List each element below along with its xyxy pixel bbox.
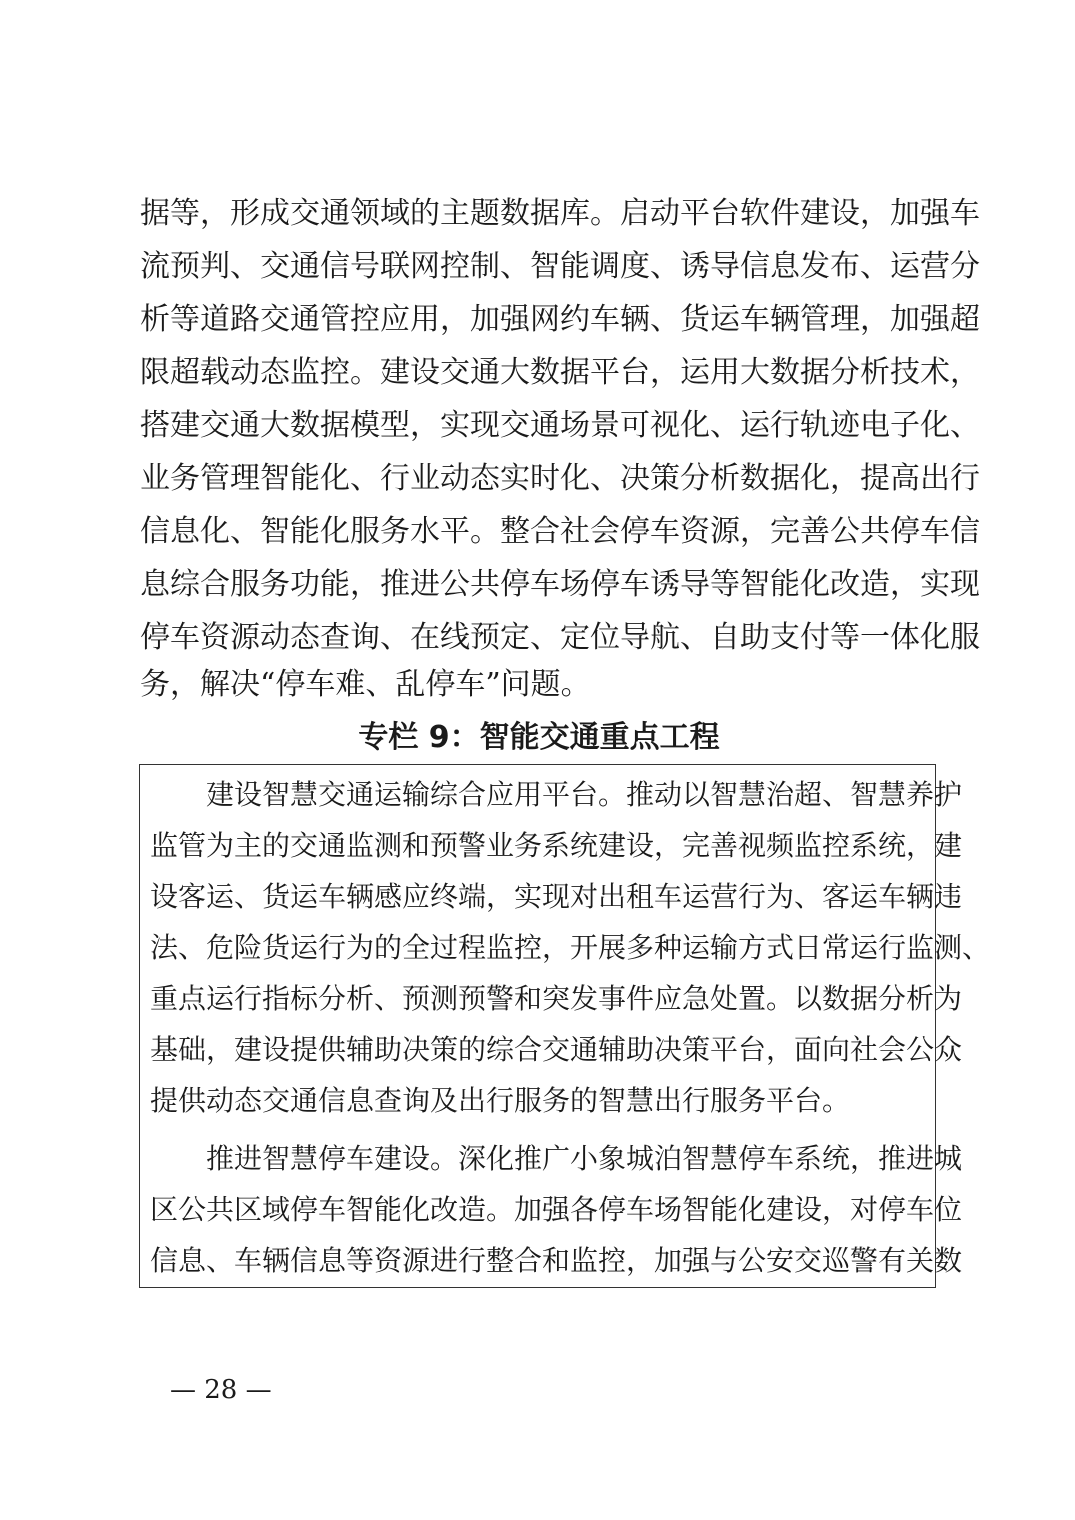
paragraph-line: 息综合服务功能，推进公共停车场停车诱导等智能化改造，实现	[140, 567, 980, 602]
paragraph-line: 务，解决“停车难、乱停车”问题。	[140, 667, 591, 702]
box-line: 区公共区域停车智能化改造。加强各停车场智能化建设，对停车位	[150, 1193, 963, 1226]
box-line: 信息、车辆信息等资源进行整合和监控，加强与公安交巡警有关数	[150, 1244, 963, 1277]
box-line: 设客运、货运车辆感应终端，实现对出租车运营行为、客运车辆违	[150, 880, 963, 913]
paragraph-line: 停车资源动态查询、在线预定、定位导航、自助支付等一体化服	[140, 620, 980, 655]
paragraph-line: 业务管理智能化、行业动态实时化、决策分析数据化，提高出行	[140, 461, 980, 496]
box-line: 监管为主的交通监测和预警业务系统建设，完善视频监控系统，建	[150, 829, 963, 862]
box-line: 重点运行指标分析、预测预警和突发事件应急处置。以数据分析为	[150, 982, 963, 1015]
box-line: 建设智慧交通运输综合应用平台。推动以智慧治超、智慧养护	[206, 778, 963, 811]
box-line: 推进智慧停车建设。深化推广小象城泊智慧停车系统，推进城	[206, 1142, 963, 1175]
box-line: 法、危险货运行为的全过程监控，开展多种运输方式日常运行监测、	[150, 931, 991, 964]
paragraph-line: 据等，形成交通领域的主题数据库。启动平台软件建设，加强车	[140, 196, 980, 231]
box-line: 基础，建设提供辅助决策的综合交通辅助决策平台，面向社会公众	[150, 1033, 963, 1066]
paragraph-line: 信息化、智能化服务水平。整合社会停车资源，完善公共停车信	[140, 514, 980, 549]
box-line: 提供动态交通信息查询及出行服务的智慧出行服务平台。	[150, 1084, 851, 1117]
box-title: 专栏 9：智能交通重点工程	[358, 720, 720, 755]
paragraph-line: 析等道路交通管控应用，加强网约车辆、货运车辆管理，加强超	[140, 302, 980, 337]
paragraph-line: 限超载动态监控。建设交通大数据平台，运用大数据分析技术，	[140, 355, 980, 390]
page-number: — 28 —	[170, 1375, 272, 1405]
paragraph-line: 搭建交通大数据模型，实现交通场景可视化、运行轨迹电子化、	[140, 408, 980, 443]
paragraph-line: 流预判、交通信号联网控制、智能调度、诱导信息发布、运营分	[140, 249, 980, 284]
